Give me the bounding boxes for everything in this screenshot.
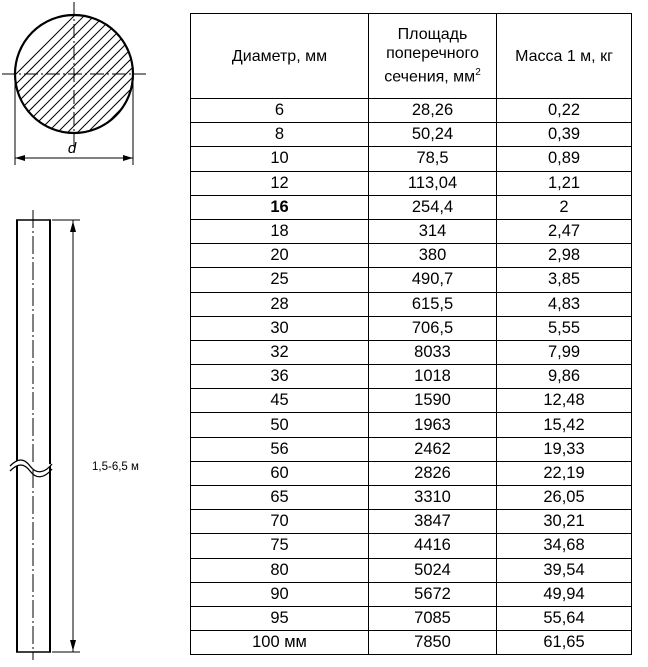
cell-area: 380 [369,244,497,268]
cell-mass: 39,54 [497,558,632,582]
cell-mass: 0,22 [497,99,632,123]
cell-mass: 9,86 [497,365,632,389]
header-area [369,14,497,99]
cell-area: 4416 [369,534,497,558]
cell-diameter: 60 [191,461,369,485]
table-row [191,461,632,485]
cell-diameter: 6 [191,99,369,123]
cell-mass: 26,05 [497,486,632,510]
cell-area: 1018 [369,365,497,389]
header-diameter: Диаметр, мм [191,14,369,99]
cell-diameter: 20 [191,244,369,268]
table-row [191,558,632,582]
table-row [191,99,632,123]
cell-diameter: 95 [191,606,369,630]
table-row [191,486,632,510]
cell-diameter: 8 [191,123,369,147]
table-row [191,510,632,534]
cell-area: 3310 [369,486,497,510]
cell-diameter: 70 [191,510,369,534]
table-row [191,219,632,243]
cell-mass: 15,42 [497,413,632,437]
cell-area: 490,7 [369,268,497,292]
table-row [191,292,632,316]
cell-area: 50,24 [369,123,497,147]
cell-diameter: 65 [191,486,369,510]
table-row [191,147,632,171]
cell-diameter: 80 [191,558,369,582]
cell-diameter: 16 [191,195,369,219]
cell-area: 615,5 [369,292,497,316]
header-area-line1: Площадь [397,26,468,44]
cell-area: 78,5 [369,147,497,171]
cell-area: 2462 [369,437,497,461]
cell-diameter: 32 [191,340,369,364]
cell-area: 1963 [369,413,497,437]
cell-diameter: 10 [191,147,369,171]
cell-mass: 19,33 [497,437,632,461]
cell-mass: 22,19 [497,461,632,485]
cell-area: 5672 [369,582,497,606]
header-mass: Масса 1 м, кг [497,14,632,99]
table-row [191,582,632,606]
cell-mass: 30,21 [497,510,632,534]
cell-mass: 61,65 [497,631,632,655]
cell-area: 3847 [369,510,497,534]
cell-mass: 7,99 [497,340,632,364]
cell-area: 113,04 [369,171,497,195]
cell-mass: 12,48 [497,389,632,413]
cell-mass: 0,89 [497,147,632,171]
cell-mass: 3,85 [497,268,632,292]
cell-area: 2826 [369,461,497,485]
table-row [191,171,632,195]
header-area-sup: 2 [475,67,481,79]
length-label: 1,5-6,5 м [92,461,139,473]
table-row [191,340,632,364]
table-row [191,316,632,340]
cell-mass: 2,98 [497,244,632,268]
cell-area: 314 [369,219,497,243]
cell-area: 7085 [369,606,497,630]
table-row [191,631,632,655]
header-area-line3: сечения, мм [384,68,476,86]
rebar-spec-table [190,13,632,655]
cell-diameter: 25 [191,268,369,292]
cell-mass: 5,55 [497,316,632,340]
cell-mass: 55,64 [497,606,632,630]
cell-diameter: 90 [191,582,369,606]
cell-diameter: 18 [191,219,369,243]
cell-mass: 49,94 [497,582,632,606]
cell-area: 8033 [369,340,497,364]
cell-mass: 2 [497,195,632,219]
cell-area: 7850 [369,631,497,655]
cell-mass: 1,21 [497,171,632,195]
table-row [191,534,632,558]
table-row [191,195,632,219]
table-row [191,123,632,147]
cell-diameter: 28 [191,292,369,316]
table-row [191,244,632,268]
cell-diameter: 56 [191,437,369,461]
rod-drawing [0,0,185,667]
cell-diameter: 75 [191,534,369,558]
cell-mass: 4,83 [497,292,632,316]
cell-diameter: 100 мм [191,631,369,655]
cell-area: 28,26 [369,99,497,123]
diameter-label: d [67,140,77,157]
cell-mass: 2,47 [497,219,632,243]
table-row [191,606,632,630]
cell-area: 5024 [369,558,497,582]
table-row [191,413,632,437]
cell-area: 706,5 [369,316,497,340]
header-area-line2: поперечного [386,45,479,63]
cell-diameter: 36 [191,365,369,389]
table-row [191,437,632,461]
table-header-row [191,14,632,99]
cell-mass: 34,68 [497,534,632,558]
cell-mass: 0,39 [497,123,632,147]
cell-diameter: 50 [191,413,369,437]
cell-diameter: 30 [191,316,369,340]
cell-area: 254,4 [369,195,497,219]
table-row [191,389,632,413]
cross-section [0,0,185,180]
cell-diameter: 45 [191,389,369,413]
table-row [191,365,632,389]
table-row [191,268,632,292]
cell-area: 1590 [369,389,497,413]
rod-side-view [10,210,80,660]
cell-diameter: 12 [191,171,369,195]
